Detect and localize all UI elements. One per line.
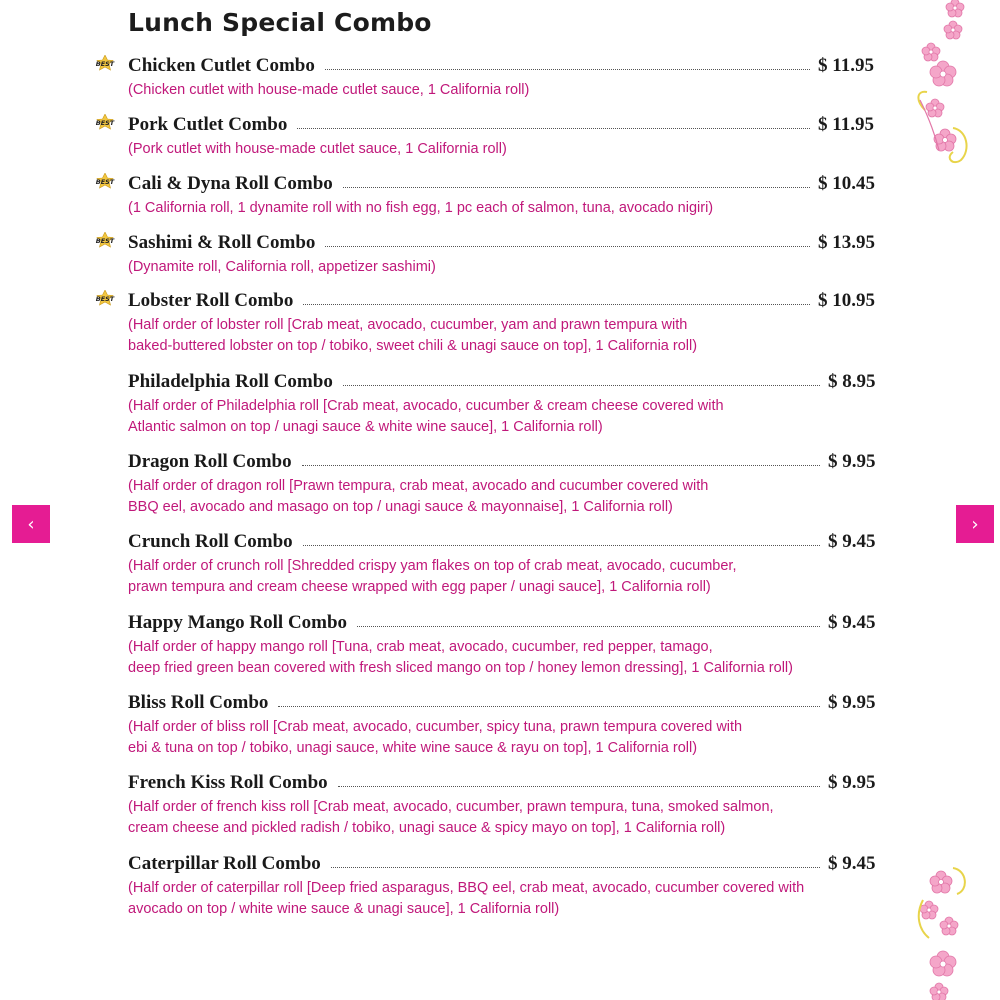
menu-item-description [128, 315, 697, 357]
description-line: deep fried green bean covered with fresh sliced mango on top / honey lemon dressing], 1 California roll) [128, 660, 793, 676]
star-icon [92, 232, 118, 248]
dotted-leader [302, 465, 820, 466]
menu-item-description [128, 257, 436, 278]
menu-item-name: Philadelphia Roll Combo [128, 371, 339, 393]
dotted-leader [325, 246, 810, 247]
star-icon [92, 55, 118, 71]
menu-item-price: $ 8.95 [828, 371, 876, 392]
description-line: avocado on top / white wine sauce & unagi sauce], 1 California roll) [128, 901, 560, 917]
menu-item-name: Dragon Roll Combo [128, 451, 298, 473]
menu-item-header [0, 114, 1000, 140]
menu-item-description [128, 476, 708, 518]
menu-item-description [128, 139, 507, 160]
dotted-leader [343, 187, 810, 188]
menu-item-price: $ 9.45 [828, 853, 876, 874]
cherry-blossom-decoration-top [905, 0, 985, 180]
dotted-leader [357, 626, 820, 627]
chevron-right-icon: › [971, 513, 979, 535]
menu-item-price: $ 10.95 [818, 290, 875, 311]
dotted-leader [297, 128, 810, 129]
dotted-leader [303, 304, 810, 305]
menu-item-header [0, 772, 1000, 798]
star-icon [92, 114, 118, 130]
menu-item-name: Bliss Roll Combo [128, 692, 274, 714]
menu-item-description [128, 198, 713, 219]
menu-item-price: $ 9.45 [828, 531, 876, 552]
menu-item-description [128, 717, 742, 759]
menu-item-header [0, 232, 1000, 258]
menu-item-name: Caterpillar Roll Combo [128, 853, 327, 875]
description-line: (Half order of caterpillar roll [Deep fried asparagus, BBQ eel, crab meat, avocado, cucumber covered with [128, 880, 805, 896]
star-icon [92, 290, 118, 306]
chevron-left-icon: ‹ [27, 513, 35, 535]
dotted-leader [303, 545, 820, 546]
menu-item-price: $ 13.95 [818, 232, 875, 253]
prev-page-button[interactable] [12, 505, 50, 543]
menu-item-name: Crunch Roll Combo [128, 531, 299, 553]
menu-item-price: $ 10.45 [818, 173, 875, 194]
description-line: cream cheese and pickled radish / tobiko, unagi sauce & spicy mayo on top], 1 California roll) [128, 820, 726, 836]
menu-item-header [0, 173, 1000, 199]
menu-item-header [0, 290, 1000, 316]
menu-item-price: $ 9.95 [828, 451, 876, 472]
best-badge-text: BEST [95, 237, 115, 245]
description-line: (Half order of crunch roll [Shredded crispy yam flakes on top of crab meat, avocado, cucumber, [128, 558, 737, 574]
dotted-leader [278, 706, 820, 707]
menu-item-name: Chicken Cutlet Combo [128, 55, 321, 77]
best-badge-text: BEST [95, 178, 115, 186]
menu-item-header [0, 612, 1000, 638]
dotted-leader [325, 69, 810, 70]
menu-item-price: $ 9.95 [828, 772, 876, 793]
description-line: ebi & tuna on top / tobiko, unagi sauce, white wine sauce & rayu on top], 1 California roll) [128, 740, 698, 756]
best-badge-text: BEST [95, 60, 115, 68]
description-line: (Half order of Philadelphia roll [Crab meat, avocado, cucumber & cream cheese covered with [128, 398, 724, 414]
description-line: BBQ eel, avocado and masago on top / unagi sauce & mayonnaise], 1 California roll) [128, 499, 673, 515]
menu-item-header [0, 853, 1000, 879]
best-seller-badge [92, 232, 118, 248]
description-line: baked-buttered lobster on top / tobiko, sweet chili & unagi sauce on top], 1 California roll) [128, 338, 698, 354]
dotted-leader [331, 867, 820, 868]
dotted-leader [338, 786, 820, 787]
best-seller-badge [92, 114, 118, 130]
menu-item-price: $ 11.95 [818, 55, 874, 76]
description-line: (Dynamite roll, California roll, appetizer sashimi) [128, 259, 436, 275]
menu-item-name: Lobster Roll Combo [128, 290, 299, 312]
description-line: (Half order of dragon roll [Prawn tempura, crab meat, avocado and cucumber covered with [128, 478, 709, 494]
best-seller-badge [92, 173, 118, 189]
description-line: Atlantic salmon on top / unagi sauce & white wine sauce], 1 California roll) [128, 419, 603, 435]
description-line: (1 California roll, 1 dynamite roll with no fish egg, 1 pc each of salmon, tuna, avocado nigiri) [128, 200, 714, 216]
menu-item-name: Pork Cutlet Combo [128, 114, 293, 136]
menu-item-header [0, 55, 1000, 81]
best-badge-text: BEST [95, 119, 115, 127]
menu-item-description [128, 878, 804, 920]
menu-item-name: Cali & Dyna Roll Combo [128, 173, 339, 195]
description-line: (Pork cutlet with house-made cutlet sauce, 1 California roll) [128, 141, 507, 157]
page-title: Lunch Special Combo [128, 8, 432, 37]
description-line: (Half order of happy mango roll [Tuna, crab meat, avocado, cucumber, red pepper, tamago, [128, 639, 713, 655]
menu-item-header [0, 692, 1000, 718]
description-line: (Chicken cutlet with house-made cutlet sauce, 1 California roll) [128, 82, 530, 98]
menu-item-description [128, 797, 774, 839]
menu-item-header [0, 371, 1000, 397]
menu-item-description [128, 80, 529, 101]
menu-item-name: French Kiss Roll Combo [128, 772, 334, 794]
menu-item-price: $ 9.95 [828, 692, 876, 713]
description-line: (Half order of bliss roll [Crab meat, avocado, cucumber, spicy tuna, prawn tempura covered with [128, 719, 743, 735]
best-seller-badge [92, 290, 118, 306]
dotted-leader [343, 385, 820, 386]
description-line: (Half order of lobster roll [Crab meat, avocado, cucumber, yam and prawn tempura with [128, 317, 688, 333]
best-badge-text: BEST [95, 295, 115, 303]
best-seller-badge [92, 55, 118, 71]
menu-item-price: $ 11.95 [818, 114, 874, 135]
menu-item-header [0, 531, 1000, 557]
menu-item-name: Sashimi & Roll Combo [128, 232, 321, 254]
menu-item-description [128, 556, 736, 598]
menu-item-price: $ 9.45 [828, 612, 876, 633]
menu-item-name: Happy Mango Roll Combo [128, 612, 353, 634]
cherry-blossom-decoration-bottom [905, 860, 985, 1000]
description-line: prawn tempura and cream cheese wrapped with egg paper / unagi sauce], 1 California roll) [128, 579, 711, 595]
menu-item-description [128, 396, 724, 438]
menu-item-description [128, 637, 793, 679]
description-line: (Half order of french kiss roll [Crab meat, avocado, cucumber, prawn tempura, tuna, smoked salmon, [128, 799, 774, 815]
next-page-button[interactable] [956, 505, 994, 543]
star-icon [92, 173, 118, 189]
menu-item-header [0, 451, 1000, 477]
